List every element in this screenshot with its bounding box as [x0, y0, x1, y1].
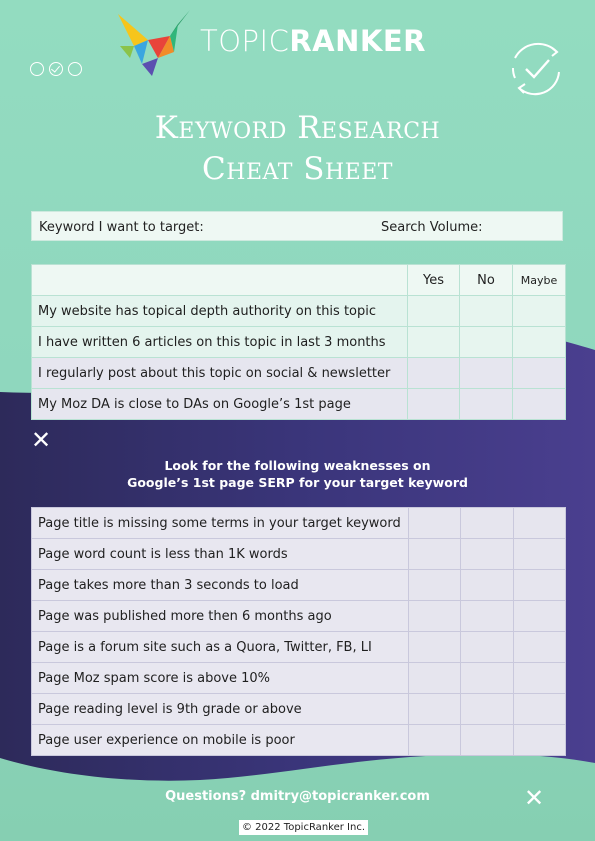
- row-label: Page reading level is 9th grade or above: [32, 694, 409, 725]
- table-row: [32, 601, 566, 632]
- heading-line2: Google’s 1st page SERP for your target keyword: [127, 475, 468, 490]
- contact-email[interactable]: Questions? dmitry@topicranker.com: [165, 789, 430, 804]
- no-cell[interactable]: [461, 539, 514, 570]
- maybe-cell[interactable]: [514, 725, 566, 756]
- no-cell[interactable]: [460, 389, 513, 420]
- table-row: [32, 358, 566, 389]
- row-label: Page takes more than 3 seconds to load: [32, 570, 409, 601]
- yes-cell[interactable]: [409, 508, 461, 539]
- no-cell[interactable]: [461, 632, 514, 663]
- table-row: [32, 694, 566, 725]
- header-blank-cell: [32, 265, 408, 296]
- row-label: My Moz DA is close to DAs on Google’s 1st page: [32, 389, 408, 420]
- yes-cell[interactable]: [409, 663, 461, 694]
- maybe-cell[interactable]: [513, 389, 566, 420]
- row-label: Page user experience on mobile is poor: [32, 725, 409, 756]
- no-cell[interactable]: [461, 663, 514, 694]
- page-title-line2: Cheat Sheet: [202, 151, 393, 187]
- table-row: [32, 327, 566, 358]
- table-row: [32, 389, 566, 420]
- column-maybe: Maybe: [513, 265, 566, 296]
- yes-cell[interactable]: [408, 358, 460, 389]
- brand-name: [200, 24, 426, 58]
- cross-icon: ✕: [524, 784, 545, 812]
- yes-cell[interactable]: [409, 570, 461, 601]
- row-label: Page word count is less than 1K words: [32, 539, 409, 570]
- no-cell[interactable]: [461, 570, 514, 601]
- maybe-cell[interactable]: [513, 296, 566, 327]
- keyword-bar[interactable]: [31, 211, 563, 241]
- maybe-cell[interactable]: [514, 694, 566, 725]
- table-row: [32, 663, 566, 694]
- heading-line1: Look for the following weaknesses on: [164, 458, 431, 473]
- table-row: [32, 570, 566, 601]
- no-cell[interactable]: [461, 601, 514, 632]
- no-cell[interactable]: [461, 508, 514, 539]
- no-cell[interactable]: [460, 296, 513, 327]
- table-row: [32, 508, 566, 539]
- table-row: [32, 632, 566, 663]
- column-no: No: [460, 265, 513, 296]
- column-yes: Yes: [408, 265, 460, 296]
- row-label: Page Moz spam score is above 10%: [32, 663, 409, 694]
- no-cell[interactable]: [461, 694, 514, 725]
- yes-cell[interactable]: [408, 296, 460, 327]
- row-label: I have written 6 articles on this topic in last 3 months: [32, 327, 408, 358]
- serp-weakness-table: [31, 507, 566, 756]
- keyword-label: Keyword I want to target:: [39, 220, 204, 235]
- maybe-cell[interactable]: [514, 632, 566, 663]
- maybe-cell[interactable]: [513, 327, 566, 358]
- table-row: [32, 296, 566, 327]
- yes-cell[interactable]: [409, 694, 461, 725]
- table-row: [32, 539, 566, 570]
- refresh-check-icon: [505, 38, 567, 100]
- maybe-cell[interactable]: [514, 663, 566, 694]
- maybe-cell[interactable]: [514, 539, 566, 570]
- no-cell[interactable]: [460, 358, 513, 389]
- maybe-cell[interactable]: [514, 601, 566, 632]
- table-row: [32, 725, 566, 756]
- brand-part2: RANKER: [289, 24, 427, 58]
- hummingbird-logo: [112, 6, 192, 78]
- no-cell[interactable]: [460, 327, 513, 358]
- no-cell[interactable]: [461, 725, 514, 756]
- self-assessment-table: [31, 264, 566, 420]
- row-label: My website has topical depth authority on this topic: [32, 296, 408, 327]
- maybe-cell[interactable]: [513, 358, 566, 389]
- maybe-cell[interactable]: [514, 570, 566, 601]
- table-header: [32, 265, 566, 296]
- weaknesses-heading: [0, 457, 595, 491]
- yes-cell[interactable]: [409, 632, 461, 663]
- yes-cell[interactable]: [409, 539, 461, 570]
- row-label: Page was published more then 6 months ago: [32, 601, 409, 632]
- row-label: I regularly post about this topic on social & newsletter: [32, 358, 408, 389]
- yes-cell[interactable]: [409, 601, 461, 632]
- row-label: Page title is missing some terms in your target keyword: [32, 508, 409, 539]
- maybe-cell[interactable]: [514, 508, 566, 539]
- circles-check-icon: [30, 62, 82, 76]
- page-title-line1: Keyword Research: [154, 110, 441, 146]
- copyright-notice: © 2022 TopicRanker Inc.: [239, 820, 368, 835]
- yes-cell[interactable]: [408, 389, 460, 420]
- yes-cell[interactable]: [409, 725, 461, 756]
- yes-cell[interactable]: [408, 327, 460, 358]
- brand-part1: TOPIC: [200, 24, 290, 58]
- row-label: Page is a forum site such as a Quora, Twitter, FB, LI: [32, 632, 409, 663]
- search-volume-label: Search Volume:: [381, 220, 483, 235]
- cross-icon: ✕: [31, 426, 52, 454]
